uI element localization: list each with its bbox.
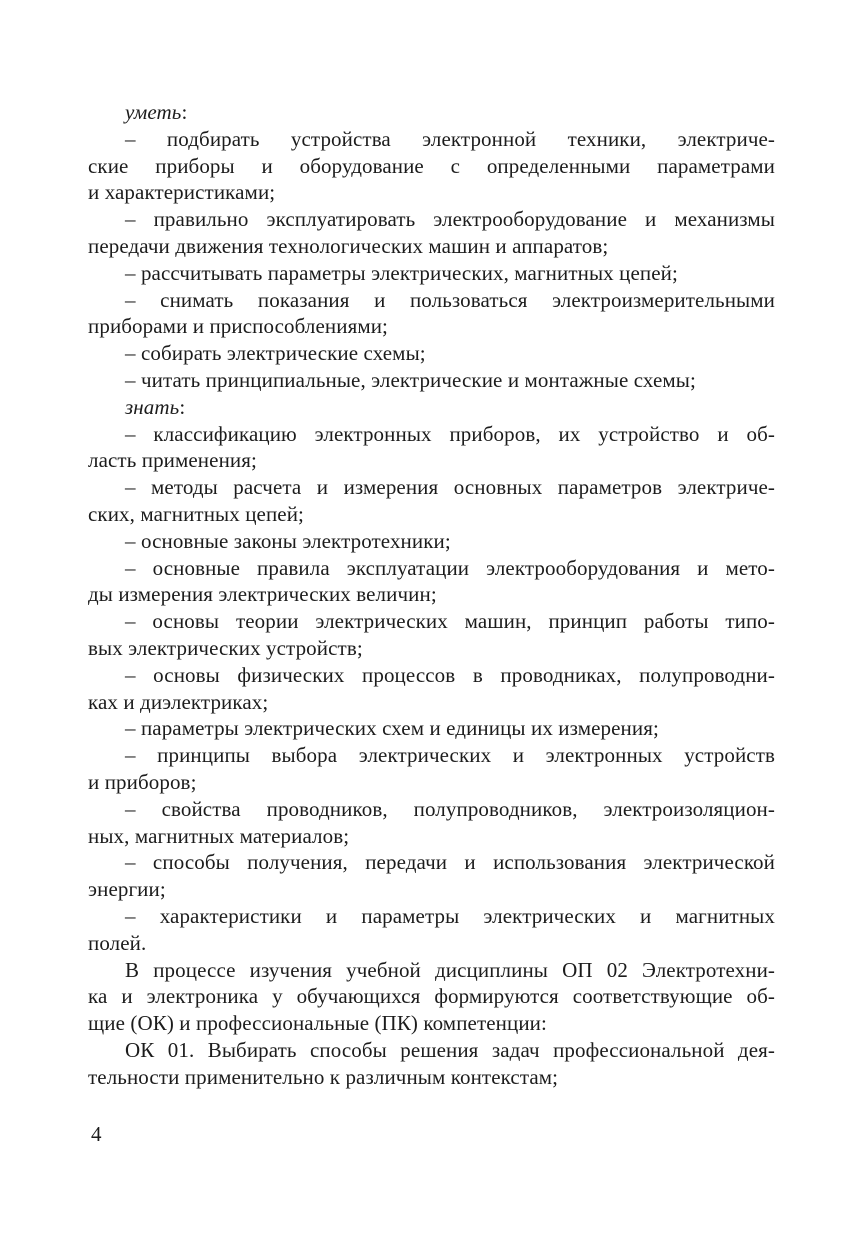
text-line: – методы расчета и измерения основных параметров электриче- — [125, 475, 775, 500]
text-block — [88, 99, 775, 1090]
text-line: – правильно эксплуатировать электрооборудование и механизмы — [125, 207, 775, 232]
text-line: передачи движения технологических машин и аппаратов; — [88, 233, 609, 258]
text-line: – снимать показания и пользоваться электроизмерительными — [125, 287, 775, 312]
paragraph — [88, 608, 775, 662]
text-line: – основные законы электротехники; — [125, 528, 451, 553]
text-line: – параметры электрических схем и единицы их измерения; — [125, 716, 659, 741]
lead-word: знать — [125, 394, 180, 419]
paragraph — [88, 394, 775, 421]
paragraph — [88, 957, 775, 1037]
paragraph — [88, 287, 775, 341]
paragraph — [88, 340, 775, 367]
text-line: – основные правила эксплуатации электрооборудования и мето- — [125, 555, 775, 580]
text-line: – классификацию электронных приборов, их устройство и об- — [125, 421, 775, 446]
paragraph — [88, 126, 775, 206]
text-line: ласть применения; — [88, 448, 257, 473]
text-line: приборами и приспособлениями; — [88, 314, 388, 339]
text-line: – способы получения, передачи и использования электрической — [125, 850, 775, 875]
text-line: тельности применительно к различным контекстам; — [88, 1064, 559, 1089]
text-line: ных, магнитных материалов; — [88, 823, 350, 848]
text-line: энергии; — [88, 877, 166, 902]
lead-word: уметь — [125, 100, 182, 124]
lead-suffix: : — [179, 394, 186, 419]
text-line: ские приборы и оборудование с определенными параметрами — [88, 153, 775, 178]
text-line: – основы теории электрических машин, принцип работы типо- — [125, 609, 775, 634]
paragraph — [88, 1037, 775, 1091]
paragraph — [88, 260, 775, 287]
text-line: – характеристики и параметры электрических и магнитных — [125, 903, 775, 928]
text-line: ОК 01. Выбирать способы решения задач профессиональной дея- — [125, 1037, 775, 1062]
paragraph — [88, 367, 775, 394]
paragraph — [88, 206, 775, 260]
text-line: и характеристиками; — [88, 180, 276, 205]
text-line: щие (ОК) и профессиональные (ПК) компетенции: — [88, 1011, 547, 1036]
text-line: – основы физических процессов в проводниках, полупроводни- — [125, 662, 775, 687]
text-line: – рассчитывать параметры электрических, магнитных цепей; — [125, 260, 678, 285]
paragraph — [88, 903, 775, 957]
page-number: 4 — [91, 1122, 102, 1146]
paragraph — [88, 742, 775, 796]
lead-line — [88, 99, 775, 126]
lead-line — [88, 394, 775, 421]
text-line: ках и диэлектриках; — [88, 689, 269, 714]
text-line: В процессе изучения учебной дисциплины ОП 02 Электротехни- — [125, 957, 775, 982]
paragraph — [88, 662, 775, 716]
paragraph — [88, 555, 775, 609]
text-line: – свойства проводников, полупроводников, электроизоляцион- — [125, 796, 775, 821]
paragraph — [88, 849, 775, 903]
text-line: вых электрических устройств; — [88, 635, 363, 660]
text-line: ских, магнитных цепей; — [88, 501, 304, 526]
paragraph — [88, 715, 775, 742]
paragraph — [88, 796, 775, 850]
text-line: ды измерения электрических величин; — [88, 582, 437, 607]
lead-suffix: : — [181, 100, 188, 124]
paragraph — [88, 474, 775, 528]
paragraph — [88, 528, 775, 555]
text-line: – читать принципиальные, электрические и монтажные схемы; — [125, 367, 696, 392]
text-line: – подбирать устройства электронной техники, электриче- — [125, 126, 775, 151]
paragraph — [88, 99, 775, 126]
text-line: ка и электроника у обучающихся формируются соответствующие об- — [88, 984, 775, 1009]
text-line: полей. — [88, 930, 147, 955]
text-line: и приборов; — [88, 769, 197, 794]
text-line: – принципы выбора электрических и электронных устройств — [125, 743, 775, 768]
text-line: – собирать электрические схемы; — [125, 341, 426, 366]
paragraph — [88, 421, 775, 475]
